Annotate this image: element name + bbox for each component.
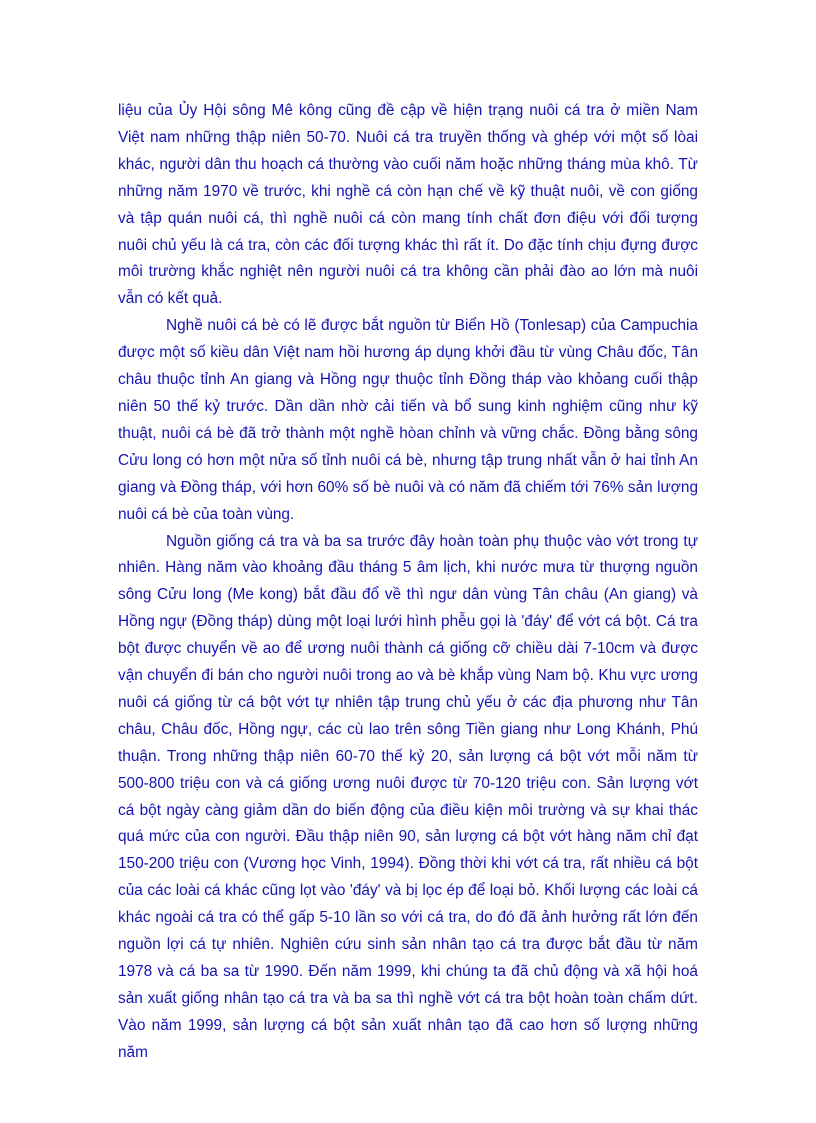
body-text — [118, 98, 698, 1067]
paragraph-1: liệu của Ủy Hội sông Mê kông cũng đề cập về hiện trạng nuôi cá tra ở miền Nam Việt nam những thập niên 50-70. Nuôi cá tra truyền thống và ghép với một số lòai khác, người dân thu hoạch cá thường vào cuối năm hoặc những tháng mùa khô. Từ những năm 1970 về trước, khi nghề cá còn hạn chế về kỹ thuật nuôi, về con giống và tập quán nuôi cá, thì nghề nuôi cá còn mang tính chất đơn điệu với đối tượng nuôi chủ yếu là cá tra, còn các đối tượng khác thì rất ít. Do đặc tính chịu đựng được môi trường khắc nghiệt nên người nuôi cá tra không cần phải đào ao lớn mà nuôi vẫn có kết quả. — [118, 102, 698, 308]
paragraph-3: Nguồn giống cá tra và ba sa trước đây hoàn toàn phụ thuộc vào vớt trong tự nhiên. Hàng năm vào khoảng đầu tháng 5 âm lịch, khi nước mưa từ thượng nguồn sông Cửu long (Me kong) bắt đầu đổ về thì ngư dân vùng Tân châu (An giang) và Hồng ngự (Đồng tháp) dùng một loại lưới hình phễu gọi là 'đáy' để vớt cá bột. Cá tra bột được chuyển về ao để ương nuôi thành cá giống cỡ chiều dài 7-10cm và được vận chuyển đi bán cho người nuôi trong ao và bè khắp vùng Nam bộ. Khu vực ương nuôi cá giống từ cá bột vớt tự nhiên tập trung chủ yếu ở các địa phương như Tân châu, Châu đốc, Hồng ngự, các cù lao trên sông Tiền giang như Long Khánh, Phú thuận. Trong những thập niên 60-70 thế kỷ 20, sản lượng cá bột vớt mỗi năm từ 500-800 triệu con và cá giống ương nuôi được từ 70-120 triệu con. Sản lượng vớt cá bột ngày càng giảm dần do biến động của điều kiện môi trường và sự khai thác quá mức của con người. Đầu thập niên 90, sản lượng cá bột vớt hàng năm chỉ đạt 150-200 triệu con (Vương học Vinh, 1994). Đồng thời khi vớt cá tra, rất nhiều cá bột của các loài cá khác cũng lọt vào 'đáy' và bị lọc ép để loại bỏ. Khối lượng các loài cá khác ngoài cá tra có thể gấp 5-10 lần so với cá tra, do đó đã ảnh hưởng rất lớn đến nguồn lợi cá tự nhiên. Nghiên cứu sinh sản nhân tạo cá tra được bắt đầu từ năm 1978 và cá ba sa từ 1990. Đến năm 1999, khi chúng ta đã chủ động và xã hội hoá sản xuất giống nhân tạo cá tra và ba sa thì nghề vớt cá tra bột hoàn toàn chấm dứt. Vào năm 1999, sản lượng cá bột sản xuất nhân tạo đã cao hơn số lượng những năm — [118, 532, 698, 1061]
paragraph-2: Nghề nuôi cá bè có lẽ được bắt nguồn từ Biển Hồ (Tonlesap) của Campuchia được một số kiều dân Việt nam hồi hương áp dụng khởi đầu từ vùng Châu đốc, Tân châu thuộc tỉnh An giang và Hồng ngự thuộc tỉnh Đồng tháp vào khỏang cuối thập niên 50 thế kỷ trước. Dần dần nhờ cải tiến và bổ sung kinh nghiệm cũng như kỹ thuật, nuôi cá bè đã trở thành một nghề hòan chỉnh và vững chắc. Đồng bằng sông Cửu long có hơn một nửa số tỉnh nuôi cá bè, nhưng tập trung nhất vẫn ở hai tỉnh An giang và Đồng tháp, với hơn 60% số bè nuôi và có năm đã chiếm tới 76% sản lượng nuôi cá bè của toàn vùng. — [118, 317, 698, 523]
